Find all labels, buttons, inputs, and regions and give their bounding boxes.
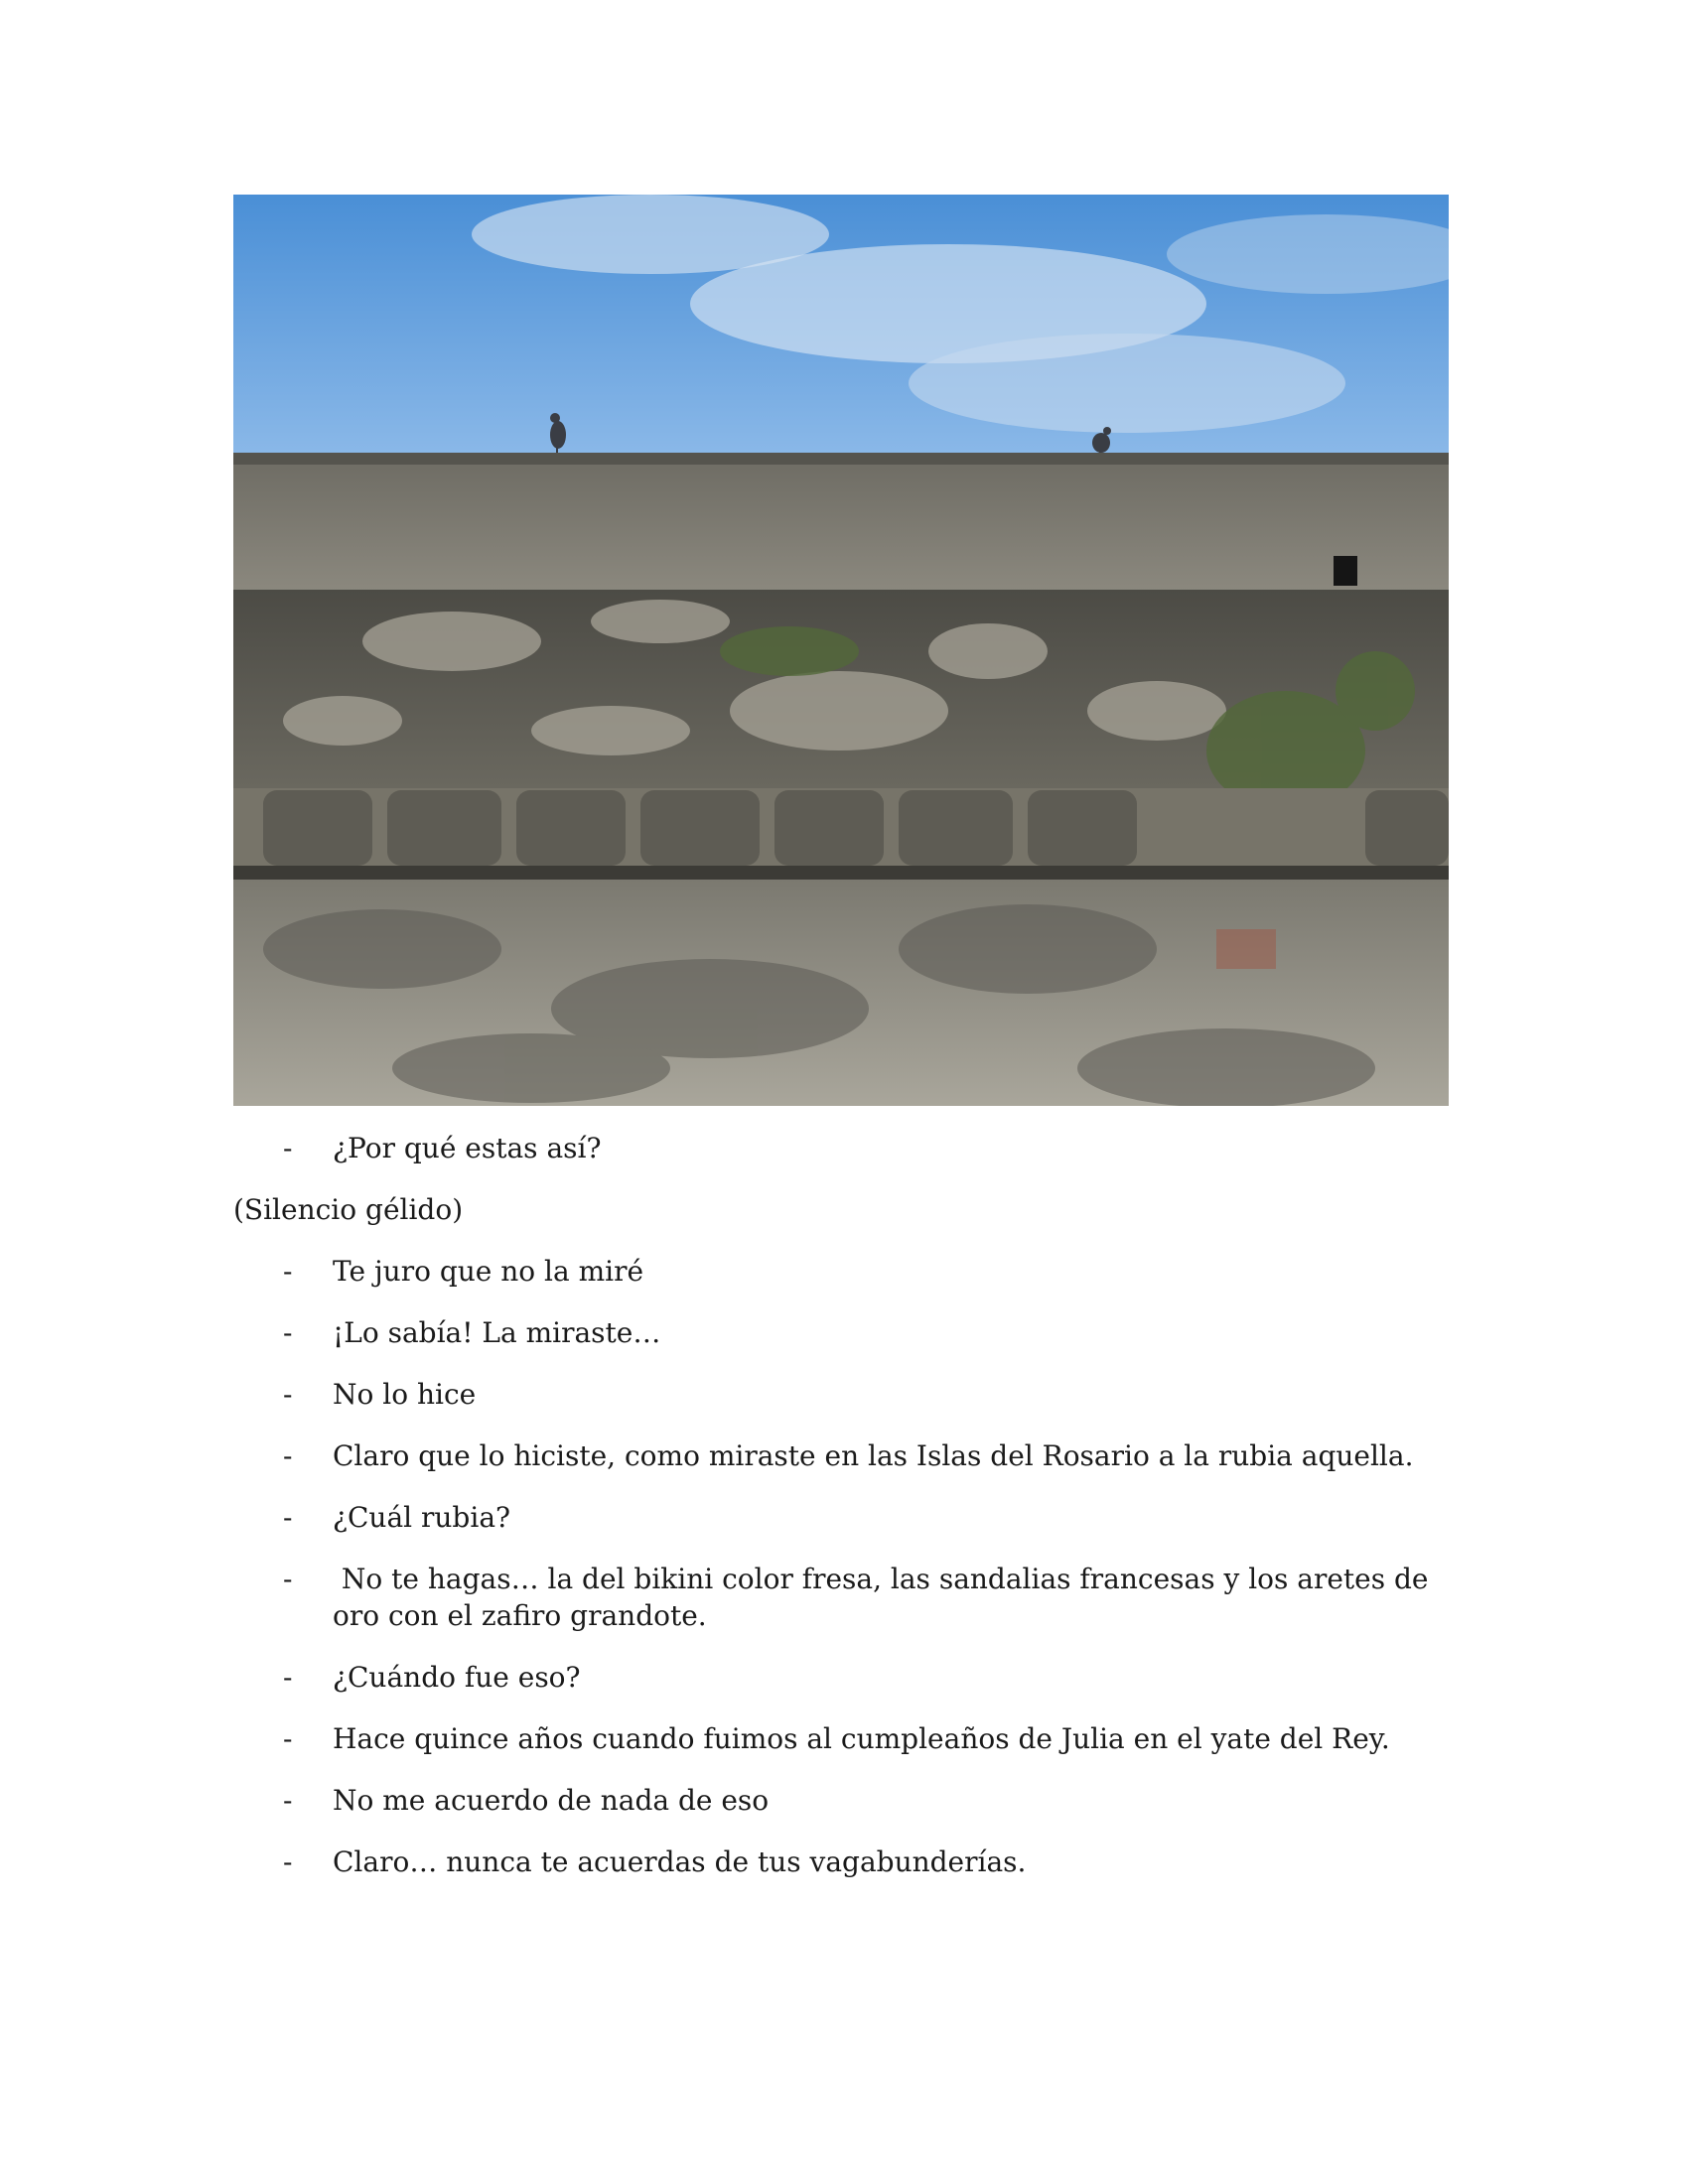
dash-mark: - — [283, 1439, 293, 1472]
dash-mark: - — [283, 1784, 293, 1817]
dialogue-text: Claro que lo hiciste, como miraste en las Islas del Rosario a la rubia aquella. — [333, 1439, 1414, 1472]
dialogue-line — [233, 1499, 1455, 1536]
dialogue-text: No me acuerdo de nada de eso — [333, 1784, 770, 1817]
wall-photo — [233, 195, 1449, 1106]
dialogue-text: No te hagas… la del bikini color fresa, las sandalias francesas y los aretes de oro con el zafiro grandote. — [333, 1563, 1438, 1632]
dialogue-text: No lo hice — [333, 1378, 477, 1411]
dash-mark: - — [283, 1563, 293, 1595]
dash-mark: - — [283, 1501, 293, 1534]
dash-mark: - — [283, 1845, 293, 1878]
dialogue-text: ¿Cuál rubia? — [333, 1501, 511, 1534]
dialogue-line — [233, 1720, 1455, 1757]
dash-mark: - — [283, 1255, 293, 1288]
dialogue-line — [233, 1843, 1455, 1880]
dialogue-line — [233, 1437, 1455, 1474]
dialogue-line — [233, 1561, 1455, 1634]
dialogue-text: Hace quince años cuando fuimos al cumpleaños de Julia en el yate del Rey. — [333, 1722, 1390, 1755]
dialogue-line — [233, 1314, 1455, 1351]
dash-mark: - — [283, 1661, 293, 1694]
stage-direction-text: (Silencio gélido) — [233, 1193, 464, 1226]
dialogue-text: ¿Por qué estas así? — [333, 1132, 602, 1164]
dialogue-line — [233, 1376, 1455, 1413]
dash-mark: - — [283, 1722, 293, 1755]
dash-mark: - — [283, 1378, 293, 1411]
dialogue-line — [233, 1659, 1455, 1696]
dialogue-text: Te juro que no la miré — [333, 1255, 644, 1288]
dash-mark: - — [283, 1316, 293, 1349]
dialogue-text: ¿Cuándo fue eso? — [333, 1661, 581, 1694]
dash-mark: - — [283, 1132, 293, 1164]
dialogue-line — [233, 1782, 1455, 1819]
dialogue-text: ¡Lo sabía! La miraste… — [333, 1316, 661, 1349]
photo-wall-birds-icon — [233, 195, 1449, 1106]
dialogue-line — [233, 1253, 1455, 1290]
stage-direction — [233, 1191, 1455, 1228]
dialogue-line — [233, 1130, 1455, 1166]
dialogue-text: Claro… nunca te acuerdas de tus vagabunderías. — [333, 1845, 1027, 1878]
dialogue-list — [233, 1130, 1455, 1905]
